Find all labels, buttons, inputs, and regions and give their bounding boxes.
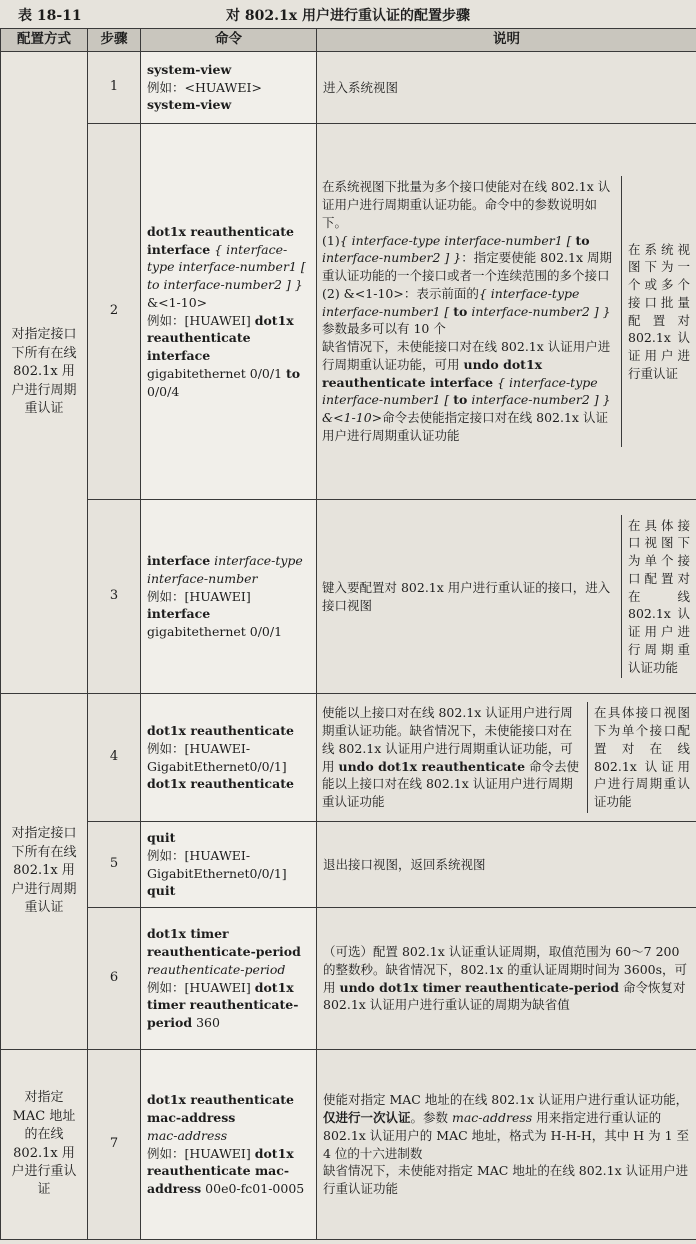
description-text: 键入要配置对 802.1x 用户进行重认证的接口，进入接口视图 xyxy=(322,579,611,613)
table-row xyxy=(1,500,696,694)
table-caption xyxy=(0,0,696,28)
header-step: 步骤 xyxy=(88,29,141,52)
header-command: 命令 xyxy=(141,29,317,52)
table-number: 表 18-11 xyxy=(18,8,82,24)
description-cell xyxy=(317,694,696,822)
table-row xyxy=(1,908,696,1050)
command-cell: dot1x reauthenticate 例如：[HUAWEI-GigabitEthernet0/0/1] dot1x reauthenticate xyxy=(141,694,317,822)
method-cell: 对指定接口下所有在线 802.1x 用户进行周期重认证 xyxy=(1,52,88,694)
table-row xyxy=(1,1050,696,1240)
description-cell xyxy=(317,500,696,694)
side-note: 在具体接口视图下为单个接口配置对在线 802.1x 认证用户进行周期重认证功能 xyxy=(621,515,696,679)
step-number: 4 xyxy=(88,694,141,822)
table-row xyxy=(1,124,696,500)
header-row xyxy=(1,29,696,52)
description-text: 使能以上接口对在线 802.1x 认证用户进行周期重认证功能。缺省情况下，未使能接口对在线 802.1x 认证用户进行周期重认证功能，可用 undo dot1x reauthenticate 命令去使能以上接口对在线 802.1x 认证用户进行周期重认证功能 xyxy=(322,705,580,809)
description-cell: 使能对指定 MAC 地址的在线 802.1x 认证用户进行重认证功能，仅进行一次认证。参数 mac-address 用来指定进行重认证的 802.1x 认证用户的 MAC 地址，格式为 H-H-H，其中 H 为 1 至 4 位的十六进制数 缺省情况下，未使能对指定 MAC 地址的在线 802.1x 认证用户进行重认证功能 xyxy=(317,1050,696,1240)
description-text: 在系统视图下批量为多个接口使能对在线 802.1x 认证用户进行周期重认证功能。命令中的参数说明如下。 (1){ interface-type interface-number1 [ to interface-number2 ] }：指定要使能 802.1x 周期重认证功能的一个接口或者一个连续范围的多个接口 (2) &<1-10>：表示前面的{ interface-type interface-number1 [ to interface-number2 ] }参数最多可以有 10 个 缺省情况下，未使能接口对在线 802.1x 认证用户进行周期重认证功能，可用 undo dot1x reauthenticate interface { interface-type interface-number1 [ to interface-number2 ] } &<1-10>命令去使能指定接口对在线 802.1x 认证用户进行周期重认证功能 xyxy=(322,179,612,443)
header-description: 说明 xyxy=(317,29,696,52)
command-cell: dot1x reauthenticate mac-address mac-address 例如：[HUAWEI] dot1x reauthenticate mac-address 00e0-fc01-0005 xyxy=(141,1050,317,1240)
step-number: 1 xyxy=(88,52,141,124)
table-row xyxy=(1,52,696,124)
command-cell: system-view 例如：<HUAWEI> system-view xyxy=(141,52,317,124)
method-cell: 对指定 MAC 地址的在线 802.1x 用户进行重认证 xyxy=(1,1050,88,1240)
table-row xyxy=(1,694,696,822)
description-cell: 进入系统视图 xyxy=(317,52,696,124)
step-number: 3 xyxy=(88,500,141,694)
description-cell: （可选）配置 802.1x 认证重认证周期，取值范围为 60～7 200 的整数秒。缺省情况下，802.1x 的重认证周期时间为 3600s，可用 undo dot1x timer reauthenticate-period 命令恢复对 802.1x 认证用户进行重认证的周期为缺省值 xyxy=(317,908,696,1050)
method-cell: 对指定接口下所有在线 802.1x 用户进行周期重认证 xyxy=(1,694,88,1050)
side-note: 在系统视图下为一个或多个接口批量配置对 802.1x 认证用户进行重认证 xyxy=(621,176,696,446)
table-row xyxy=(1,822,696,908)
step-number: 5 xyxy=(88,822,141,908)
step-number: 2 xyxy=(88,124,141,500)
config-steps-table xyxy=(0,28,696,1240)
step-number: 7 xyxy=(88,1050,141,1240)
table-title: 对 802.1x 用户进行重认证的配置步骤 xyxy=(226,8,470,24)
description-cell: 退出接口视图，返回系统视图 xyxy=(317,822,696,908)
step-number: 6 xyxy=(88,908,141,1050)
command-cell: quit 例如：[HUAWEI-GigabitEthernet0/0/1] quit xyxy=(141,822,317,908)
side-note: 在具体接口视图下为单个接口配置对在线 802.1x 认证用户进行周期重认证功能 xyxy=(587,702,696,813)
command-cell: dot1x reauthenticate interface { interface-type interface-number1 [ to interface-number2 ] } &<1-10> 例如：[HUAWEI] dot1x reauthenticate interface gigabitethernet 0/0/1 to 0/0/4 xyxy=(141,124,317,500)
command-cell: interface interface-type interface-number 例如：[HUAWEI] interface gigabitethernet 0/0/1 xyxy=(141,500,317,694)
header-method: 配置方式 xyxy=(1,29,88,52)
description-cell xyxy=(317,124,696,500)
command-cell: dot1x timer reauthenticate-period reauthenticate-period 例如：[HUAWEI] dot1x timer reauthenticate-period 360 xyxy=(141,908,317,1050)
